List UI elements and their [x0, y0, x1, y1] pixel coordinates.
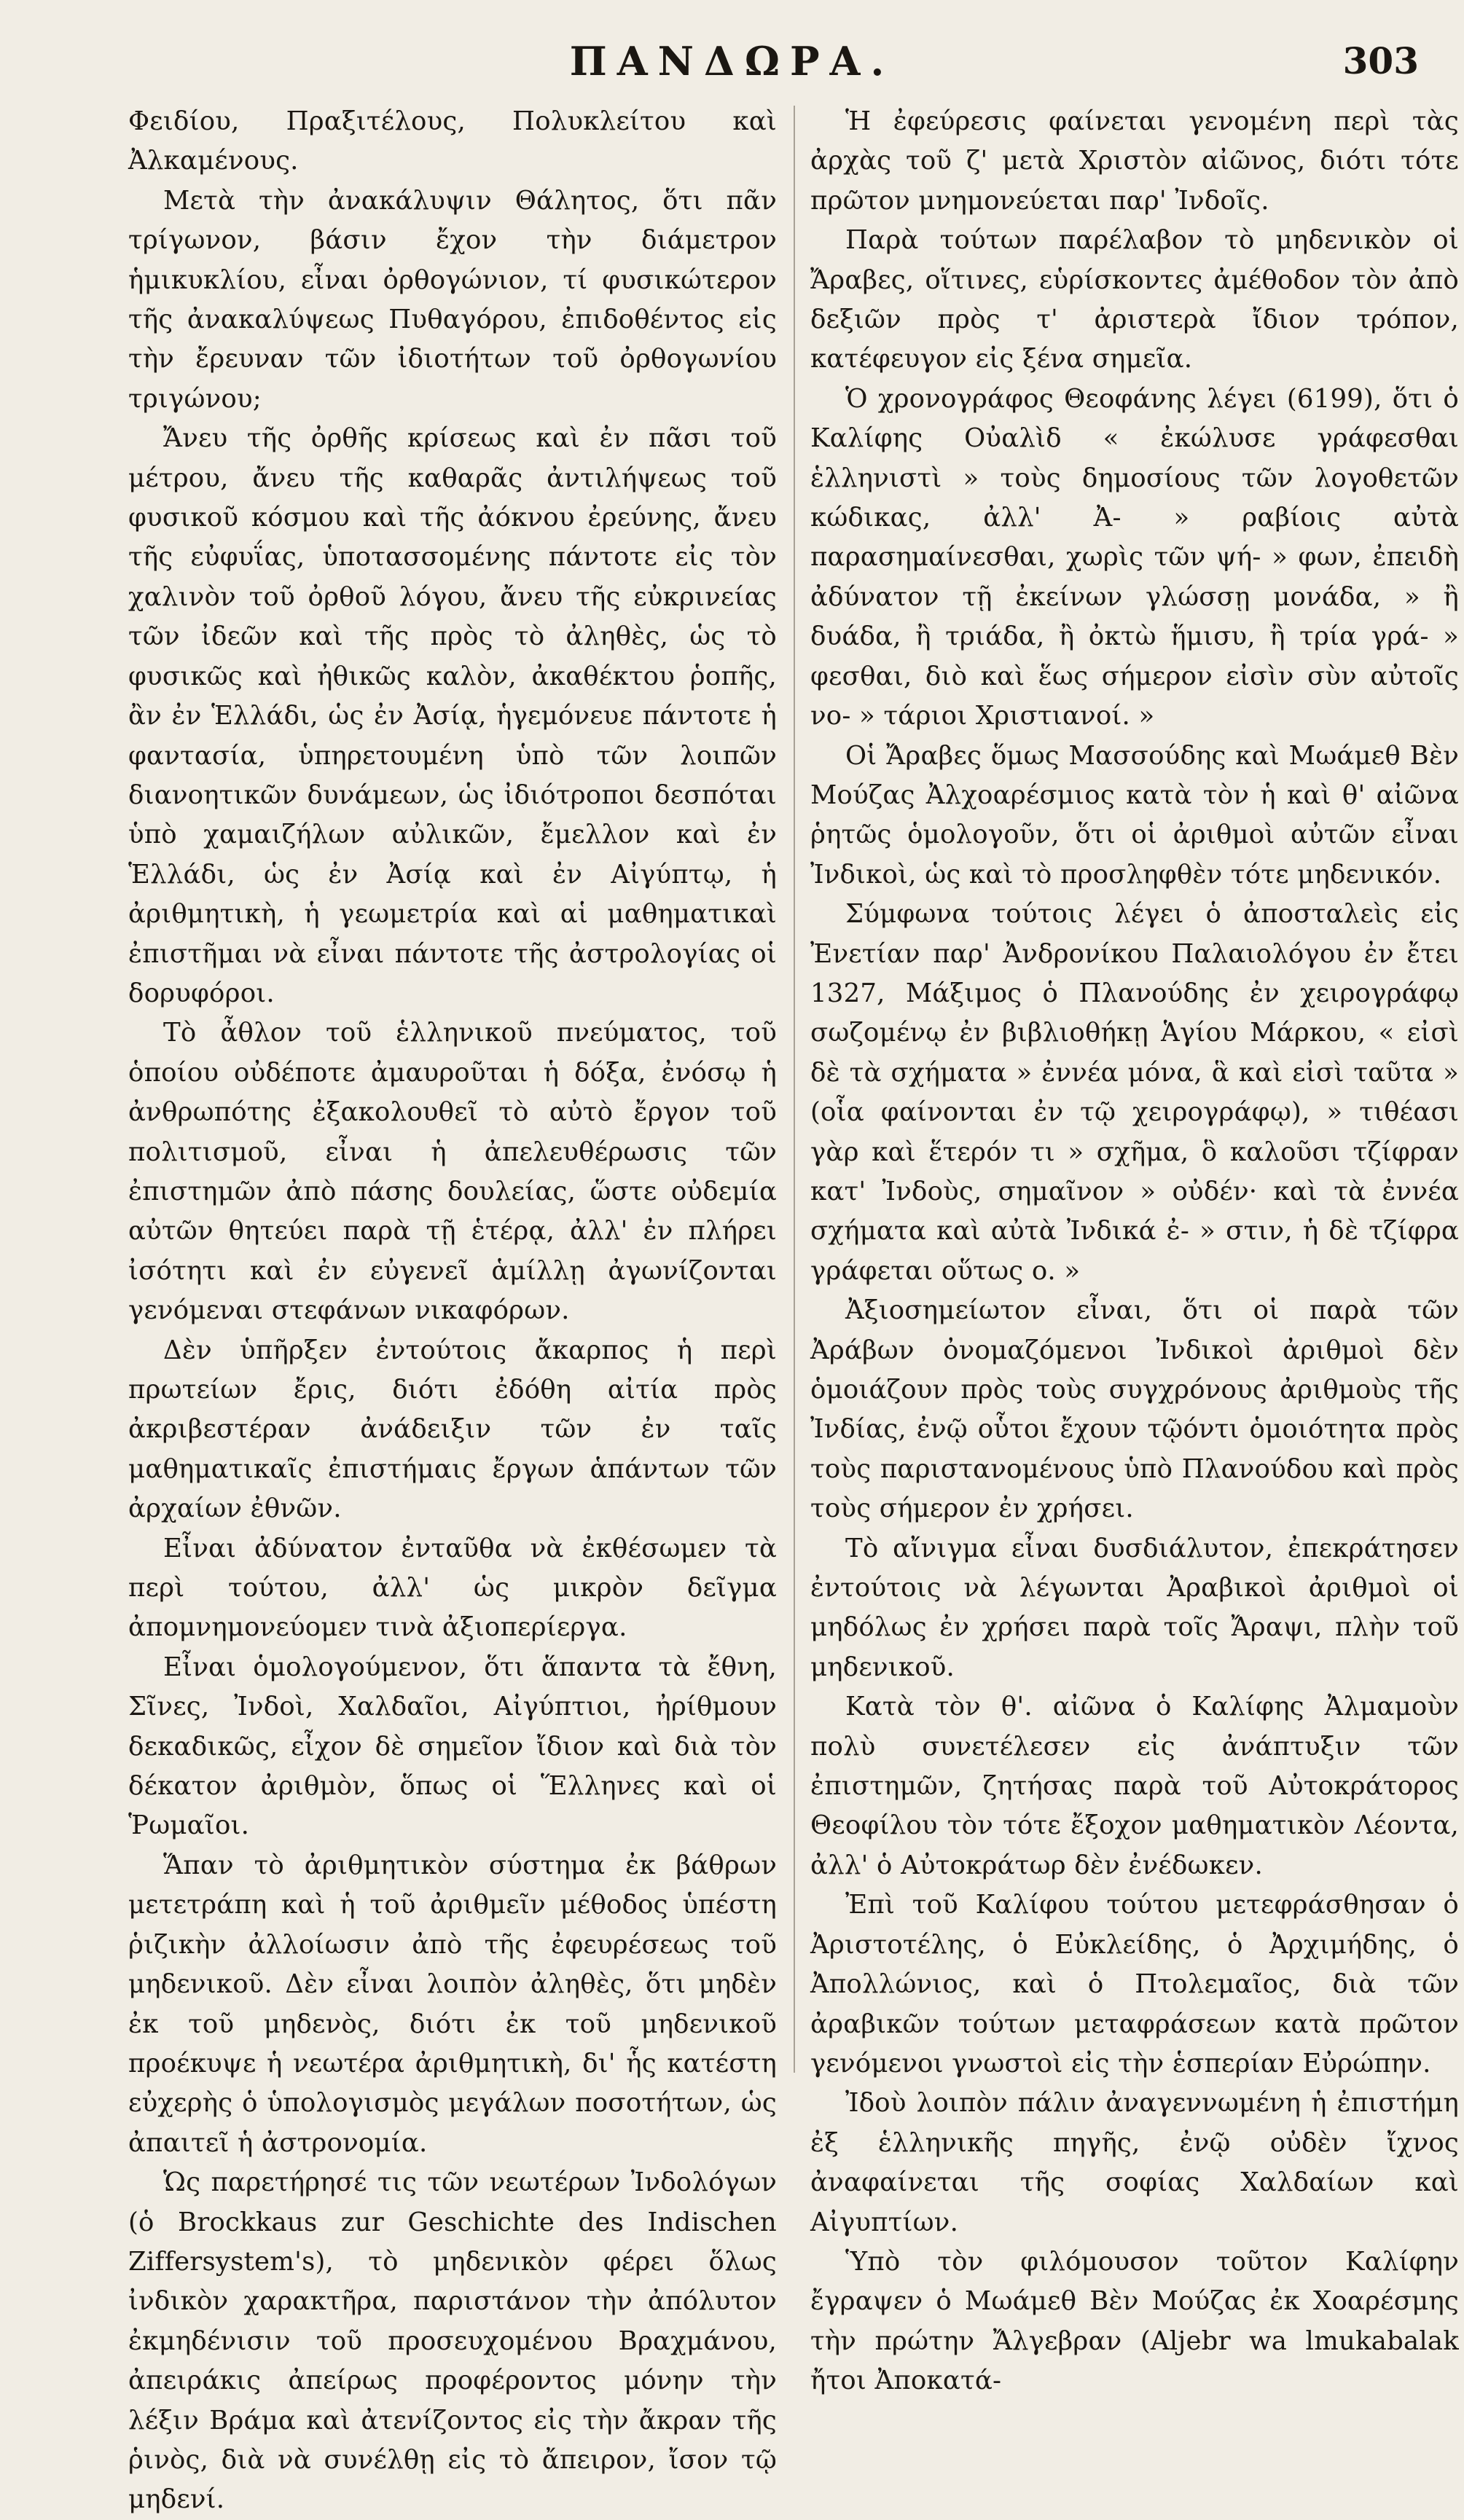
paragraph: Φειδίου, Πραξιτέλους, Πολυκλείτου καὶ Ἀλκαμένους. [128, 106, 777, 176]
paragraph: Σύμφωνα τούτοις λέγει ὁ ἀποσταλεὶς εἰς Ἐνετίαν παρ' Ἀνδρονίκου Παλαιολόγου ἐν ἔτει 1327, Μάξιμος ὁ Πλανούδης ἐν χειρογράφῳ σωζομένῳ ἐν βιβλιοθήκῃ Ἁγίου Μάρκου, « εἰσὶ δὲ τὰ σχήματα » ἐννέα μόνα, ἃ καὶ εἰσὶ ταῦτα » (οἷα φαίνονται ἐν τῷ χειρογράφῳ), » τιθέασι γὰρ καὶ ἕτερόν τι » σχῆμα, ὃ καλοῦσι τζίφραν κατ' Ἰνδοὺς, σημαῖνον » οὐδέν· καὶ τὰ ἐννέα σχήματα καὶ αὐτὰ Ἰνδικά ἐ- » στιν, ἡ δὲ τζίφρα γράφεται οὕτως ο. » [810, 899, 1459, 1286]
paragraph: Οἱ Ἄραβες ὅμως Μασσούδης καὶ Μωάμεθ Βὲν Μούζας Ἀλχοαρέσμιος κατὰ τὸν ἡ καὶ θ' αἰῶνα ῥητῶς ὁμολογοῦν, ὅτι οἱ ἀριθμοὶ αὐτῶν εἶναι Ἰνδικοὶ, ὡς καὶ τὸ προσληφθὲν τότε μηδενικόν. [810, 740, 1459, 890]
column-divider [794, 106, 795, 2073]
paragraph: Δὲν ὑπῆρξεν ἐντούτοις ἄκαρπος ἡ περὶ πρωτείων ἔρις, διότι ἐδόθη αἰτία πρὸς ἀκριβεστέραν ἀνάδειξιν τῶν ἐν ταῖς μαθηματικαῖς ἐπιστήμαις ἔργων ἁπάντων τῶν ἀρχαίων ἐθνῶν. [128, 1335, 777, 1524]
paragraph: Ὁ χρονογράφος Θεοφάνης λέγει (6199), ὅτι ὁ Καλίφης Οὐαλὶδ « ἐκώλυσε γράφεσθαι ἑλληνιστὶ » τοὺς δημοσίους τῶν λογοθετῶν κώδικας, ἀλλ' Ἀ- » ραβίοις αὐτὰ παρασημαίνεσθαι, χωρὶς τῶν ψή- » φων, ἐπειδὴ ἀδύνατον τῇ ἐκείνων γλώσσῃ μονάδα, » ἢ δυάδα, ἢ τριάδα, ἢ ὀκτὼ ἥμισυ, ἢ τρία γρά- » φεσθαι, διὸ καὶ ἕως σήμερον εἰσὶν σὺν αὐτοῖς νο- » τάριοι Χριστιανοί. » [810, 383, 1459, 731]
paragraph: Μετὰ τὴν ἀνακάλυψιν Θάλητος, ὅτι πᾶν τρίγωνον, βάσιν ἔχον τὴν διάμετρον ἡμικυκλίου, εἶναι ὀρθογώνιον, τί φυσικώτερον τῆς ἀνακαλύψεως Πυθαγόρου, ἐπιδοθέντος εἰς τὴν ἔρευναν τῶν ἰδιοτήτων τοῦ ὀρθογωνίου τριγώνου; [128, 185, 777, 414]
page-number: 303 [1342, 39, 1419, 82]
paragraph: Ὑπὸ τὸν φιλόμουσον τοῦτον Καλίφην ἔγραψεν ὁ Μωάμεθ Βὲν Μούζας ἐκ Χοαρέσμης τὴν πρώτην Ἄλγεβραν (Aljebr wa lmukabalak ἤτοι Ἀποκατά- [810, 2246, 1459, 2396]
paragraph: Ἅπαν τὸ ἀριθμητικὸν σύστημα ἐκ βάθρων μετετράπη καὶ ἡ τοῦ ἀριθμεῖν μέθοδος ὑπέστη ῥιζικὴν ἀλλοίωσιν ἀπὸ τῆς ἐφευρέσεως τοῦ μηδενικοῦ. Δὲν εἶναι λοιπὸν ἀληθὲς, ὅτι μηδὲν ἐκ τοῦ μηδενὸς, διότι ἐκ τοῦ μηδενικοῦ προέκυψε ἡ νεωτέρα ἀριθμητικὴ, δι' ἧς κατέστη εὐχερὴς ὁ ὑπολογισμὸς μεγάλων ποσοτήτων, ὡς ἀπαιτεῖ ἡ ἀστρονομία. [128, 1850, 777, 2158]
paragraph: Ἡ ἐφεύρεσις φαίνεται γενομένη περὶ τὰς ἀρχὰς τοῦ ζ' μετὰ Χριστὸν αἰῶνος, διότι τότε πρῶτον μνημονεύεται παρ' Ἰνδοῖς. [810, 106, 1459, 216]
paragraph: Ἄνευ τῆς ὀρθῆς κρίσεως καὶ ἐν πᾶσι τοῦ μέτρου, ἄνευ τῆς καθαρᾶς ἀντιλήψεως τοῦ φυσικοῦ κόσμου καὶ τῆς ἀόκνου ἐρεύνης, ἄνευ τῆς εὐφυΐας, ὑποτασσομένης πάντοτε εἰς τὸν χαλινὸν τοῦ ὀρθοῦ λόγου, ἄνευ τῆς εὐκρινείας τῶν ἰδεῶν καὶ τῆς πρὸς τὸ ἀληθὲς, ὡς τὸ φυσικῶς καὶ ἠθικῶς καλὸν, ἀκαθέκτου ῥοπῆς, ἂν ἐν Ἑλλάδι, ὡς ἐν Ἀσίᾳ, ἡγεμόνευε πάντοτε ἡ φαντασία, ὑπηρετουμένη ὑπὸ τῶν λοιπῶν διανοητικῶν δυνάμεων, ὡς ἰδιότροποι δεσπόται ὑπὸ χαμαιζήλων αὐλικῶν, ἔμελλον καὶ ἐν Ἑλλάδι, ὡς ἐν Ἀσίᾳ καὶ ἐν Αἰγύπτῳ, ἡ ἀριθμητικὴ, ἡ γεωμετρία καὶ αἱ μαθηματικαὶ ἐπιστῆμαι νὰ εἶναι πάντοτε τῆς ἀστρολογίας οἱ δορυφόροι. [128, 423, 777, 1008]
paragraph: Ἐπὶ τοῦ Καλίφου τούτου μετεφράσθησαν ὁ Ἀριστοτέλης, ὁ Εὐκλείδης, ὁ Ἀρχιμήδης, ὁ Ἀπολλώνιος, καὶ ὁ Πτολεμαῖος, διὰ τῶν ἀραβικῶν τούτων μεταφράσεων κατὰ πρῶτον γενόμενοι γνωστοὶ εἰς τὴν ἑσπερίαν Εὐρώπην. [810, 1890, 1459, 2079]
left-column [128, 102, 777, 2520]
paragraph: Κατὰ τὸν θ'. αἰῶνα ὁ Καλίφης Ἀλμαμοὺν πολὺ συνετέλεσεν εἰς ἀνάπτυξιν τῶν ἐπιστημῶν, ζητήσας παρὰ τοῦ Αὐτοκράτορος Θεοφίλου τὸν τότε ἔξοχον μαθηματικὸν Λέοντα, ἀλλ' ὁ Αὐτοκράτωρ δὲν ἐνέδωκεν. [810, 1692, 1459, 1880]
paragraph: Ἰδοὺ λοιπὸν πάλιν ἀναγεννωμένη ἡ ἐπιστήμη ἐξ ἑλληνικῆς πηγῆς, ἐνῷ οὐδὲν ἴχνος ἀναφαίνεται τῆς σοφίας Χαλδαίων καὶ Αἰγυπτίων. [810, 2088, 1459, 2237]
running-title: ΠΑΝΔΩΡΑ. [569, 38, 895, 85]
paragraph: Εἶναι ὁμολογούμενον, ὅτι ἅπαντα τὰ ἔθνη, Σῖνες, Ἰνδοὶ, Χαλδαῖοι, Αἰγύπτιοι, ἠρίθμουν δεκαδικῶς, εἶχον δὲ σημεῖον ἴδιον καὶ διὰ τὸν δέκατον ἀριθμὸν, ὅπως οἱ Ἕλληνες καὶ οἱ Ῥωμαῖοι. [128, 1652, 777, 1841]
paragraph: Τὸ αἴνιγμα εἶναι δυσδιάλυτον, ἐπεκράτησεν ἐντούτοις νὰ λέγωνται Ἀραβικοὶ ἀριθμοὶ οἱ μηδόλως ἐν χρήσει παρὰ τοῖς Ἄραψι, πλὴν τοῦ μηδενικοῦ. [810, 1533, 1459, 1682]
right-column [810, 102, 1459, 2401]
page-header [0, 38, 1464, 89]
paragraph: Ἀξιοσημείωτον εἶναι, ὅτι οἱ παρὰ τῶν Ἀράβων ὀνομαζόμενοι Ἰνδικοὶ ἀριθμοὶ δὲν ὁμοιάζουν πρὸς τοὺς συγχρόνους ἀριθμοὺς τῆς Ἰνδίας, ἐνῷ οὗτοι ἔχουν τῷόντι ὁμοιότητα πρὸς τοὺς παριστανομένους ὑπὸ Πλανούδου καὶ πρὸς τοὺς σήμερον ἐν χρήσει. [810, 1295, 1459, 1524]
paragraph: Εἶναι ἀδύνατον ἐνταῦθα νὰ ἐκθέσωμεν τὰ περὶ τούτου, ἀλλ' ὡς μικρὸν δεῖγμα ἀπομνημονεύομεν τινὰ ἀξιοπερίεργα. [128, 1533, 777, 1643]
paragraph: Τὸ ἆθλον τοῦ ἑλληνικοῦ πνεύματος, τοῦ ὁποίου οὐδέποτε ἀμαυροῦται ἡ δόξα, ἐνόσῳ ἡ ἀνθρωπότης ἐξακολουθεῖ τὸ αὐτὸ ἔργον τοῦ πολιτισμοῦ, εἶναι ἡ ἀπελευθέρωσις τῶν ἐπιστημῶν ἀπὸ πάσης δουλείας, ὥστε οὐδεμία αὐτῶν θητεύει παρὰ τῇ ἑτέρᾳ, ἀλλ' ἐν πλήρει ἰσότητι καὶ ἐν εὐγενεῖ ἁμίλλῃ ἀγωνίζονται γενόμεναι στεφάνων νικαφόρων. [128, 1018, 777, 1326]
paragraph: Παρὰ τούτων παρέλαβον τὸ μηδενικὸν οἱ Ἄραβες, οἵτινες, εὑρίσκοντες ἀμέθοδον τὸν ἀπὸ δεξιῶν πρὸς τ' ἀριστερὰ ἴδιον τρόπον, κατέφευγον εἰς ξένα σημεῖα. [810, 225, 1459, 374]
paragraph: Ὡς παρετήρησέ τις τῶν νεωτέρων Ἰνδολόγων (ὁ Brockkaus zur Geschichte des Indischen Ziffersystem's), τὸ μηδενικὸν φέρει ὅλως ἰνδικὸν χαρακτῆρα, παριστάνον τὴν ἀπόλυτον ἐκμηδένισιν τοῦ προσευχομένου Βραχμάνου, ἀπειράκις ἀπείρως προφέροντος μόνην τὴν λέξιν Βράμα καὶ ἀτενίζοντος εἰς τὴν ἄκραν τῆς ῥινὸς, διὰ νὰ συνέλθῃ εἰς τὸ ἄπειρον, ἴσον τῷ μηδενί. [128, 2167, 777, 2515]
